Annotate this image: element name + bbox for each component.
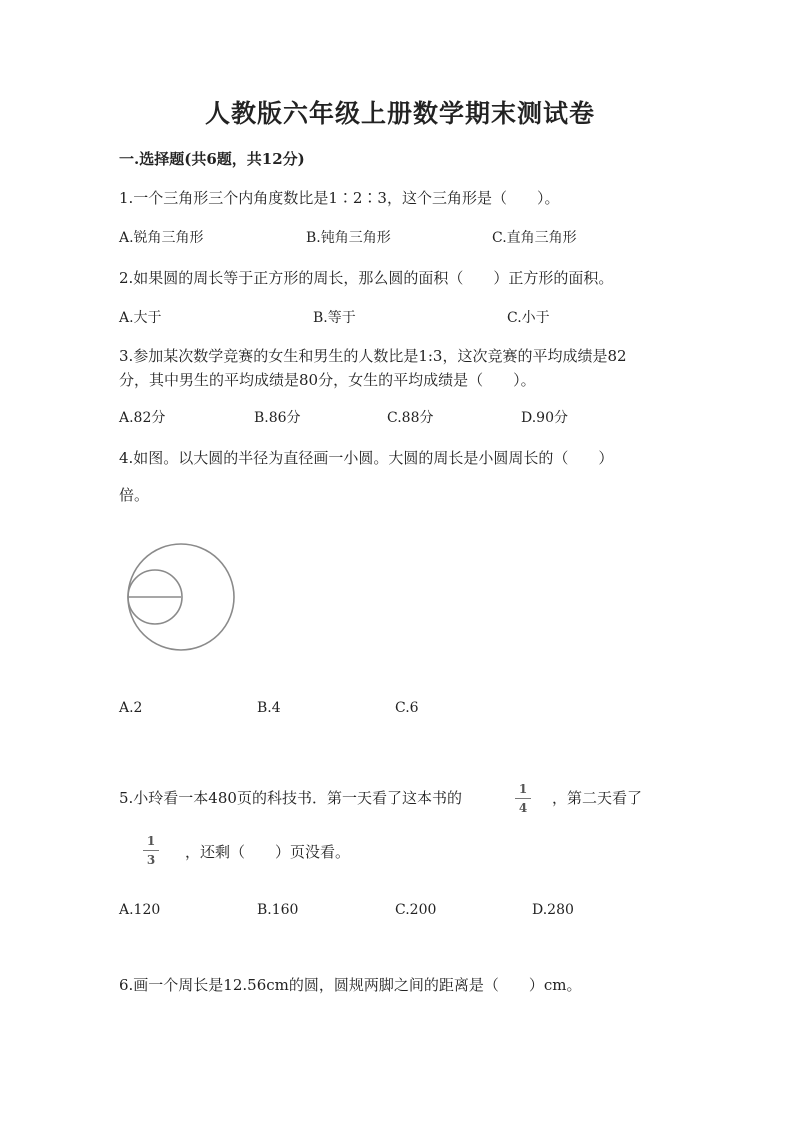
question-4-option-c: C.6 (395, 700, 419, 716)
question-2-option-c: C.小于 (507, 310, 550, 326)
question-5-option-d: D.280 (532, 902, 574, 918)
fraction-one-quarter (515, 782, 531, 815)
question-4-line-2: 倍。 (119, 486, 150, 504)
question-4-option-a: A.2 (119, 700, 143, 716)
question-1-option-b: B.钝角三角形 (306, 230, 391, 246)
fraction-denominator: 4 (518, 801, 528, 815)
fraction-numerator: 1 (146, 834, 156, 848)
question-2-option-a: A.大于 (119, 310, 162, 326)
fraction-numerator: 1 (518, 782, 528, 796)
question-5-line-1-end: ，第二天看了 (552, 789, 643, 807)
question-5-line-1: 5.小玲看一本480页的科技书．第一天看了这本书的 (119, 789, 462, 807)
question-4-option-b: B.4 (257, 700, 281, 716)
question-6-text: 6.画一个周长是12.56cm的圆，圆规两脚之间的距离是（ ）cm。 (119, 976, 582, 994)
question-5-option-b: B.160 (257, 902, 299, 918)
fraction-denominator: 3 (146, 853, 156, 867)
question-3-option-c: C.88分 (387, 410, 434, 426)
question-2-option-b: B.等于 (313, 310, 356, 326)
section-heading: 一.选择题(共6题，共12分) (119, 150, 305, 168)
question-3-option-a: A.82分 (119, 410, 166, 426)
question-3-option-d: D.90分 (521, 410, 568, 426)
question-4-line-1: 4.如图。以大圆的半径为直径画一小圆。大圆的周长是小圆周长的（ ） (119, 449, 614, 467)
question-1-option-c: C.直角三角形 (492, 230, 577, 246)
question-3-line-1: 3.参加某次数学竞赛的女生和男生的人数比是1:3，这次竞赛的平均成绩是82 (119, 347, 627, 365)
fraction-one-third (143, 834, 159, 867)
circle-diagram (122, 538, 242, 658)
question-1-text: 1.一个三角形三个内角度数比是1∶2∶3，这个三角形是（ ）。 (119, 189, 560, 207)
question-5-option-a: A.120 (119, 902, 161, 918)
question-1-option-a: A.锐角三角形 (119, 230, 204, 246)
question-5-line-2: ，还剩（ ）页没看。 (185, 843, 351, 861)
question-5-option-c: C.200 (395, 902, 437, 918)
question-3-option-b: B.86分 (254, 410, 301, 426)
question-2-text: 2.如果圆的周长等于正方形的周长，那么圆的面积（ ）正方形的面积。 (119, 269, 614, 287)
question-3-line-2: 分，其中男生的平均成绩是80分，女生的平均成绩是（ ）。 (119, 371, 536, 389)
page-title: 人教版六年级上册数学期末测试卷 (204, 99, 595, 128)
